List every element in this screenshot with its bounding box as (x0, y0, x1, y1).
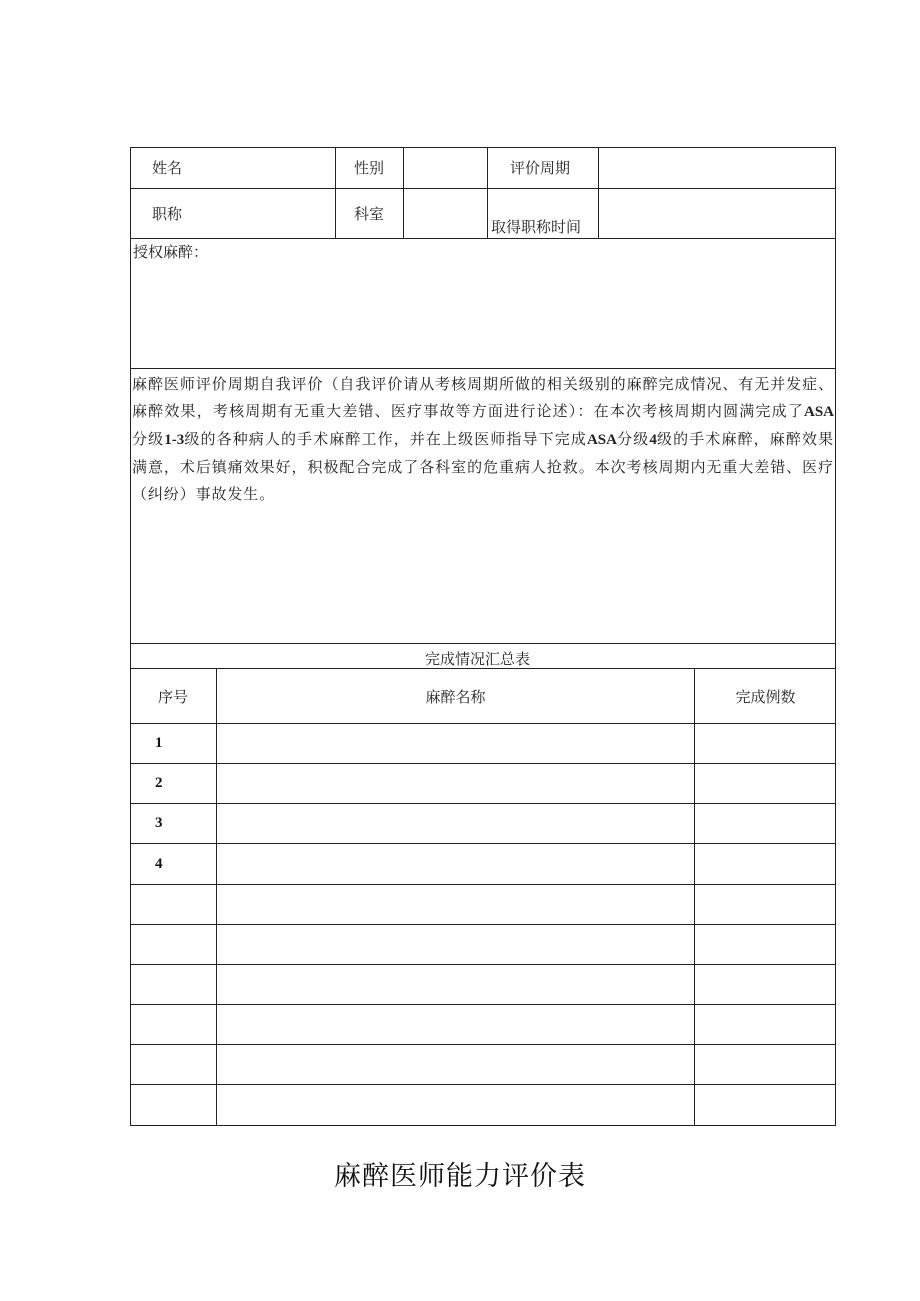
header-col-2 (403, 147, 404, 239)
row-divider (130, 1004, 836, 1005)
column-header-anesthesia-name: 麻醉名称 (425, 687, 486, 706)
column-header-divider (130, 723, 836, 724)
period-label: 评价周期 (510, 159, 571, 177)
summary-col-1 (216, 668, 217, 1126)
summary-col-2 (694, 668, 695, 1126)
row-divider (130, 1084, 836, 1085)
row-divider (130, 843, 836, 844)
header-col-4 (598, 147, 599, 239)
header-bottom-divider (130, 238, 836, 239)
row-index: 2 (155, 775, 163, 791)
row-index: 4 (155, 856, 163, 872)
gender-label: 性别 (354, 159, 385, 177)
column-header-completed-count: 完成例数 (735, 687, 796, 706)
row-divider (130, 763, 836, 764)
row-index: 1 (155, 735, 163, 751)
title-date-label: 取得职称时间 (491, 218, 582, 236)
job-title-label: 职称 (152, 205, 183, 223)
form-title: 麻醉医师能力评价表 (334, 1161, 586, 1192)
authorization-bottom-divider (130, 368, 836, 369)
form-outer-border (130, 147, 836, 1126)
row-divider (130, 803, 836, 804)
authorization-label: 授权麻醉： (133, 243, 209, 261)
row-divider (130, 924, 836, 925)
row-divider (130, 1044, 836, 1045)
row-divider (130, 884, 836, 885)
department-label: 科室 (354, 205, 385, 223)
row-divider (130, 964, 836, 965)
row-index: 3 (155, 815, 163, 831)
header-col-3 (487, 147, 488, 239)
self-evaluation-text: 麻醉医师评价周期自我评价（自我评价请从考核周期所做的相关级别的麻醉完成情况、有无并发症、麻醉效果，考核周期有无重大差错、医疗事故等方面进行论述）：在本次考核周期内圆满完成了ASA分级1-3级的各种病人的手术麻醉工作，并在上级医师指导下完成ASA分级4级的手术麻醉，麻醉效果满意，术后镇痛效果好，积极配合完成了各科室的危重病人抢救。本次考核周期内无重大差错、医疗（纠纷）事故发生。 (132, 375, 834, 503)
header-col-1 (335, 147, 336, 239)
self-eval-bottom-divider (130, 643, 836, 644)
header-row-divider (130, 188, 836, 189)
name-label: 姓名 (152, 159, 183, 177)
summary-title: 完成情况汇总表 (425, 650, 531, 668)
column-header-index: 序号 (157, 687, 188, 706)
